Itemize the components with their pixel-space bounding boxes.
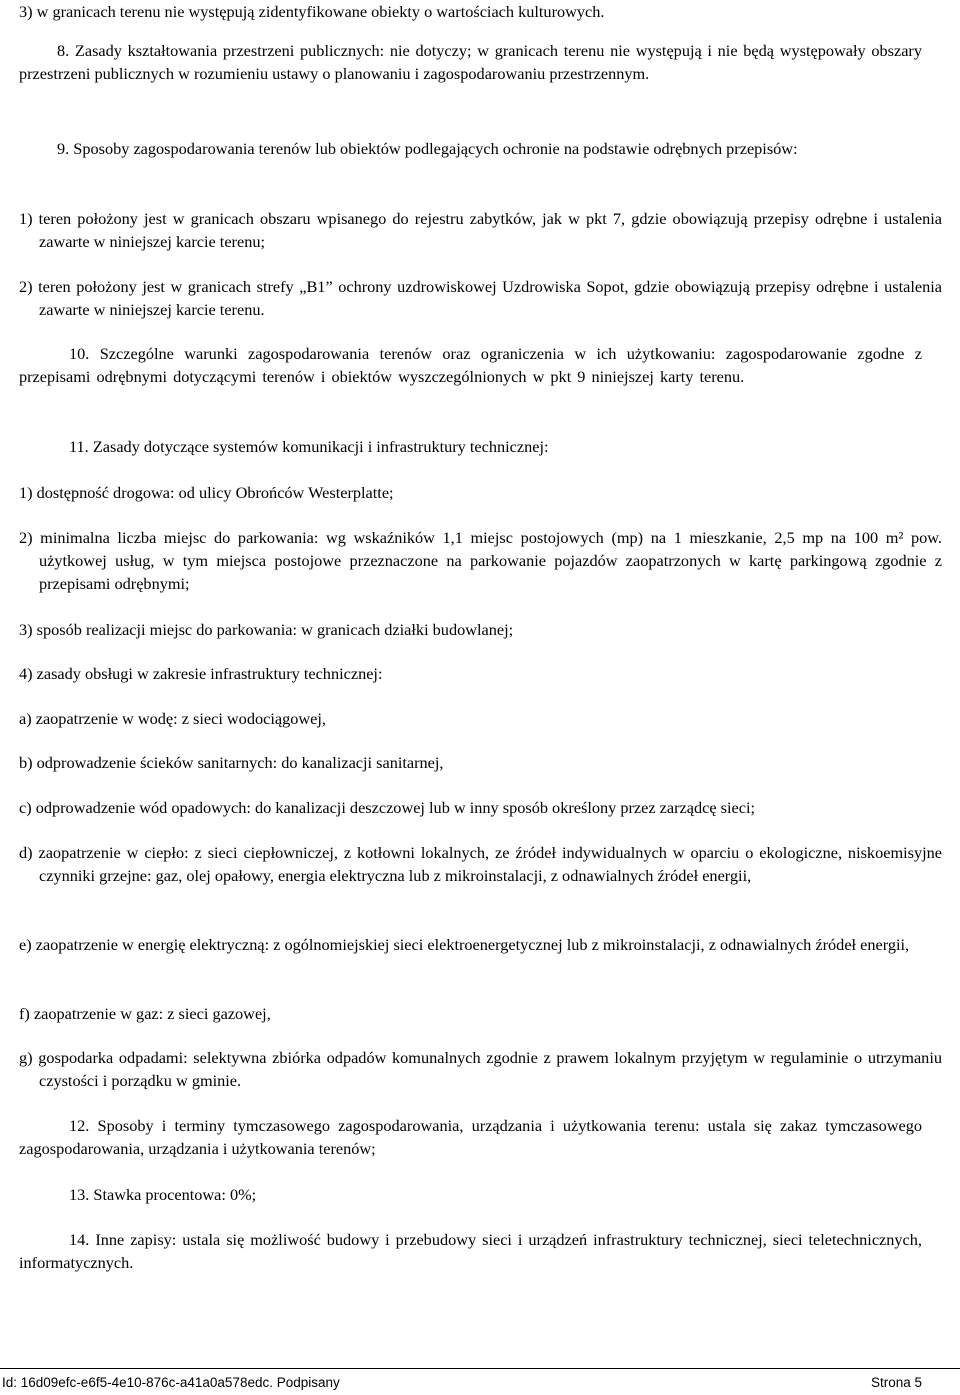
list-item-11-4d: d) zaopatrzenie w ciepło: z sieci ciepłowniczej, z kotłowni lokalnych, ze źródeł indywidualnych w oparciu o ekologiczne, niskoemisyjne czynniki grzejne: gaz, olej opałowy, energia elektryczna lub z mikroinstalacji, z odnawialnych źródeł energii, [19, 843, 942, 885]
paragraph-14-other-provisions: 14. Inne zapisy: ustala się możliwość budowy i przebudowy sieci i urządzeń infrastruktury technicznej, sieci teletechnicznych, informatycznych. [19, 1230, 922, 1272]
paragraph-12-temporary-use: 12. Sposoby i terminy tymczasowego zagospodarowania, urządzania i użytkowania terenu: ustala się zakaz tymczasowego zagospodarowania, urządzania i użytkowania terenów; [19, 1116, 922, 1158]
list-item-11-2: 2) minimalna liczba miejsc do parkowania: wg wskaźników 1,1 miejsc postojowych (mp) na 1 mieszkanie, 2,5 mp na 100 m² pow. użytkowej usług, w tym miejsca postojowe przeznaczone na parkowanie pojazdów zaopatrzonych w kartę parkingową zgodnie z przepisami odrębnymi; [19, 528, 942, 593]
paragraph-10-special-conditions: 10. Szczególne warunki zagospodarowania terenów oraz ograniczenia w ich użytkowaniu: zagospodarowanie zgodne z przepisami odrębnymi dotyczącymi terenów i obiektów wyszczególnionych w pkt 9 niniejszej karty terenu. [19, 344, 922, 386]
list-item-11-4g: g) gospodarka odpadami: selektywna zbiórka odpadów komunalnych zgodnie z prawem lokalnym przyjętym w regulaminie o utrzymaniu czystości i porządku w gminie. [19, 1048, 942, 1090]
list-item-11-4b: b) odprowadzenie ścieków sanitarnych: do kanalizacji sanitarnej, [19, 753, 444, 772]
page-number: Strona 5 [870, 1375, 922, 1390]
paragraph-13-percentage-rate: 13. Stawka procentowa: 0%; [69, 1185, 257, 1204]
paragraph-8-public-space: 8. Zasady kształtowania przestrzeni publicznych: nie dotyczy; w granicach terenu nie występują i nie będą występowały obszary przestrzeni publicznych w rozumieniu ustawy o planowaniu i zagospodarowaniu przestrzennym. [19, 41, 922, 83]
list-item-11-4c: c) odprowadzenie wód opadowych: do kanalizacji deszczowej lub w inny sposób określony przez zarządcę sieci; [19, 798, 755, 817]
paragraph-9-protection: 9. Sposoby zagospodarowania terenów lub obiektów podlegających ochronie na podstawie odrębnych przepisów: [57, 139, 798, 158]
footer-divider [0, 1368, 960, 1369]
paragraph-11-infrastructure: 11. Zasady dotyczące systemów komunikacji i infrastruktury technicznej: [69, 437, 549, 456]
list-item-11-4e: e) zaopatrzenie w energię elektryczną: z ogólnomiejskiej sieci elektroenergetycznej lub z mikroinstalacji, z odnawialnych źródeł energii, [19, 935, 910, 954]
list-item-11-4: 4) zasady obsługi w zakresie infrastruktury technicznej: [19, 664, 383, 683]
document-id: Id: 16d09efc-e6f5-4e10-876c-a41a0a578edc. Podpisany [2, 1375, 340, 1390]
page-footer [0, 1373, 960, 1393]
list-item-11-4f: f) zaopatrzenie w gaz: z sieci gazowej, [19, 1004, 271, 1023]
list-item-11-1: 1) dostępność drogowa: od ulicy Obrońców Westerplatte; [19, 483, 394, 502]
paragraph-3-cultural-objects: 3) w granicach terenu nie występują zidentyfikowane obiekty o wartościach kulturowych. [19, 2, 605, 21]
list-item-9-2: 2) teren położony jest w granicach strefy „B1” ochrony uzdrowiskowej Uzdrowiska Sopot, gdzie obowiązują przepisy odrębne i ustalenia zawarte w niniejszej karcie terenu. [19, 277, 942, 319]
list-item-9-1: 1) teren położony jest w granicach obszaru wpisanego do rejestru zabytków, jak w pkt 7, gdzie obowiązują przepisy odrębne i ustalenia zawarte w niniejszej karcie terenu; [19, 209, 942, 251]
list-item-11-3: 3) sposób realizacji miejsc do parkowania: w granicach działki budowlanej; [19, 620, 514, 639]
list-item-11-4a: a) zaopatrzenie w wodę: z sieci wodociągowej, [19, 709, 326, 728]
